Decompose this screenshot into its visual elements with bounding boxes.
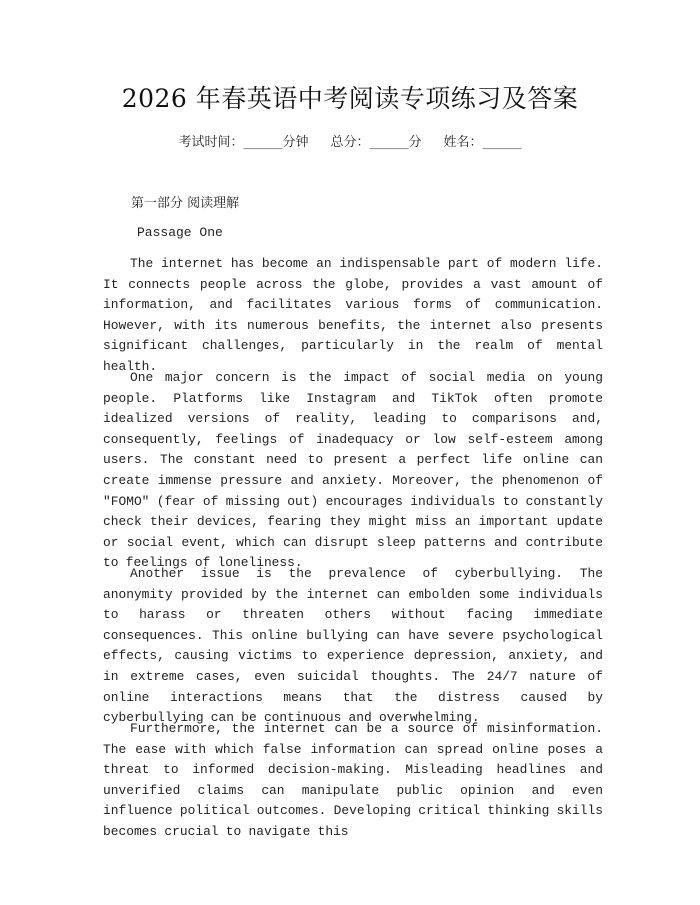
exam-name-field: 姓名：______ [443, 135, 522, 150]
exam-score-field: 总分：______分 [330, 135, 422, 150]
passage-paragraph: Furthermore, the internet can be a source of misinformation. The ease with which false information can spread online poses a threat to informed decision-making. Misleading headlines and unverified claims can manipulate public opinion and even influence political outcomes. Developing critical thinking skills becomes crucial to navigate this [103, 721, 603, 839]
passage-paragraph: The internet has become an indispensable part of modern life. It connects people across the globe, provides a vast amount of information, and facilitates various forms of communication. However, with its numerous benefits, the internet also presents significant challenges, particularly in the realm of mental health. [103, 256, 603, 374]
exam-time-field: 考试时间：______分钟 [178, 135, 309, 150]
document-title: 2026 年春英语中考阅读专项练习及答案 [121, 84, 579, 113]
section-heading: 第一部分 阅读理解 [131, 196, 240, 211]
passage-paragraph: Another issue is the prevalence of cyberbullying. The anonymity provided by the internet can embolden some individuals to harass or threaten others without facing immediate consequences. This online bullying can have severe psychological effects, causing victims to experience depression, anxiety, and in extreme cases, even suicidal thoughts. The 24/7 nature of online interactions means that the distress caused by cyberbullying can be continuous and overwhelming. [103, 566, 603, 726]
passage-paragraph: One major concern is the impact of social media on young people. Platforms like Instagram and TikTok often promote idealized versions of reality, leading to comparisons and, consequently, feelings of inadequacy or low self-esteem among users. The constant need to present a perfect life online can create immense pressure and anxiety. Moreover, the phenomenon of "FOMO" (fear of missing out) encourages individuals to constantly check their devices, fearing they might miss an important update or social event, which can disrupt sleep patterns and contribute to feelings of loneliness. [103, 370, 603, 571]
exam-info-line [0, 131, 700, 150]
passage-label: Passage One [137, 225, 223, 240]
